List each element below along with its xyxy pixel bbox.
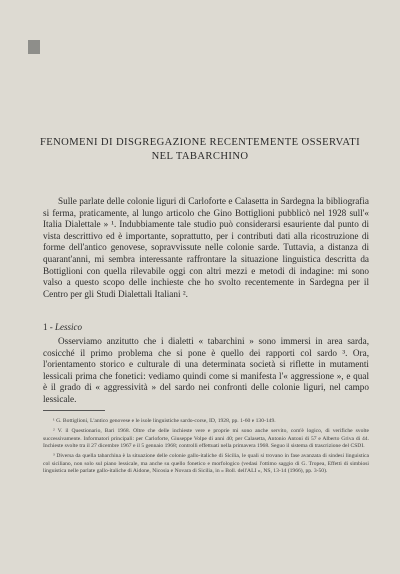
title-line-1: FENOMENI DI DISGREGAZIONE RECENTEMENTE OSSERVATI [39, 137, 361, 148]
page-title [24, 136, 376, 164]
footnote-2: ² V. il Questionario, Bari 1968. Oltre che delle inchieste vere e proprie mi sono anche servito, com'è logico, di verifiche svolte successivamente. Informatori principali: per Carloforte, Giuseppe Volpe di anni 40; per Calasetta, Antonio Antoni di 57 e Alberto Griva di 44. Inchieste svolte tra il 27 dicembre 1967 e il 5 gennaio 1968; controlli effettuati nella primavera 1968. Seguo il sistema di trascrizione del CSDI. [43, 428, 369, 449]
footnote-3: ³ Diversa da quella tabarchina è la situazione delle colonie gallo-italiche di Sicilia, le quali si trovano in fase avanzata di sindesi linguistica col siciliano, non solo sul piano lessicale, ma anche su quello fonetico e morfologico (vedasi l'ottimo saggio di G. Tropea, Effetti di simbiosi linguistica nelle parlate gallo-italiche di Aidone, Nicosia e Novara di Sicilia, in « Boll. dell'ALI », NS, 13-14 (1966), pp. 3-50). [43, 453, 369, 474]
title-line-2: NEL TABARCHINO [151, 151, 249, 162]
footnote-1: ¹ G. Bottiglioni, L'antico genovese e le isole linguistiche sardo-corse, ID, 1928, pp. 1-60 e 130-149. [53, 418, 276, 424]
paragraph-lessico: Osserviamo anzitutto che i dialetti « tabarchini » sono immersi in area sarda, cosicché il primo problema che si pone è quello dei rapporti col sardo ³. Ora, l'orientamento storico e culturale di una determinata società si riflette in mutamenti lessicali prima che fonetici: vediamo quindi come si manifesta l'« aggressione », e qual è il grado di « aggressività » del sardo nei confronti delle colonie liguri, nel campo lessicale. [43, 336, 369, 404]
section-heading [43, 322, 82, 333]
section-number: 1 - [43, 322, 55, 332]
footnotes [43, 418, 369, 476]
footnote-divider [43, 410, 105, 411]
corner-mark [28, 40, 40, 54]
section-label: Lessico [55, 322, 82, 332]
paragraph-intro: Sulle parlate delle colonie liguri di Carloforte e Calasetta in Sardegna la bibliografia si ferma, praticamente, al lungo articolo che Gino Bottiglioni pubblicò nel 1928 sull'« Italia Dialettale » ¹. Indubbiamente tale studio può considerarsi esauriente dal punto di vista descrittivo ed è importante, soprattutto, per i contributi dati alla ricostruzione di forme dell'antico genovese, sopravvissute nelle colonie sarde. Tuttavia, a distanza di quarant'anni, mi sembra interessante raffrontare la situazione linguistica descritta da Bottiglioni con quella rilevabile oggi con altri mezzi e metodi di indagine: mi sono valso a questo scopo delle inchieste che ho svolto recentemente in Sardegna per il Centro per gli Studi Dialettali Italiani ². [43, 196, 369, 299]
